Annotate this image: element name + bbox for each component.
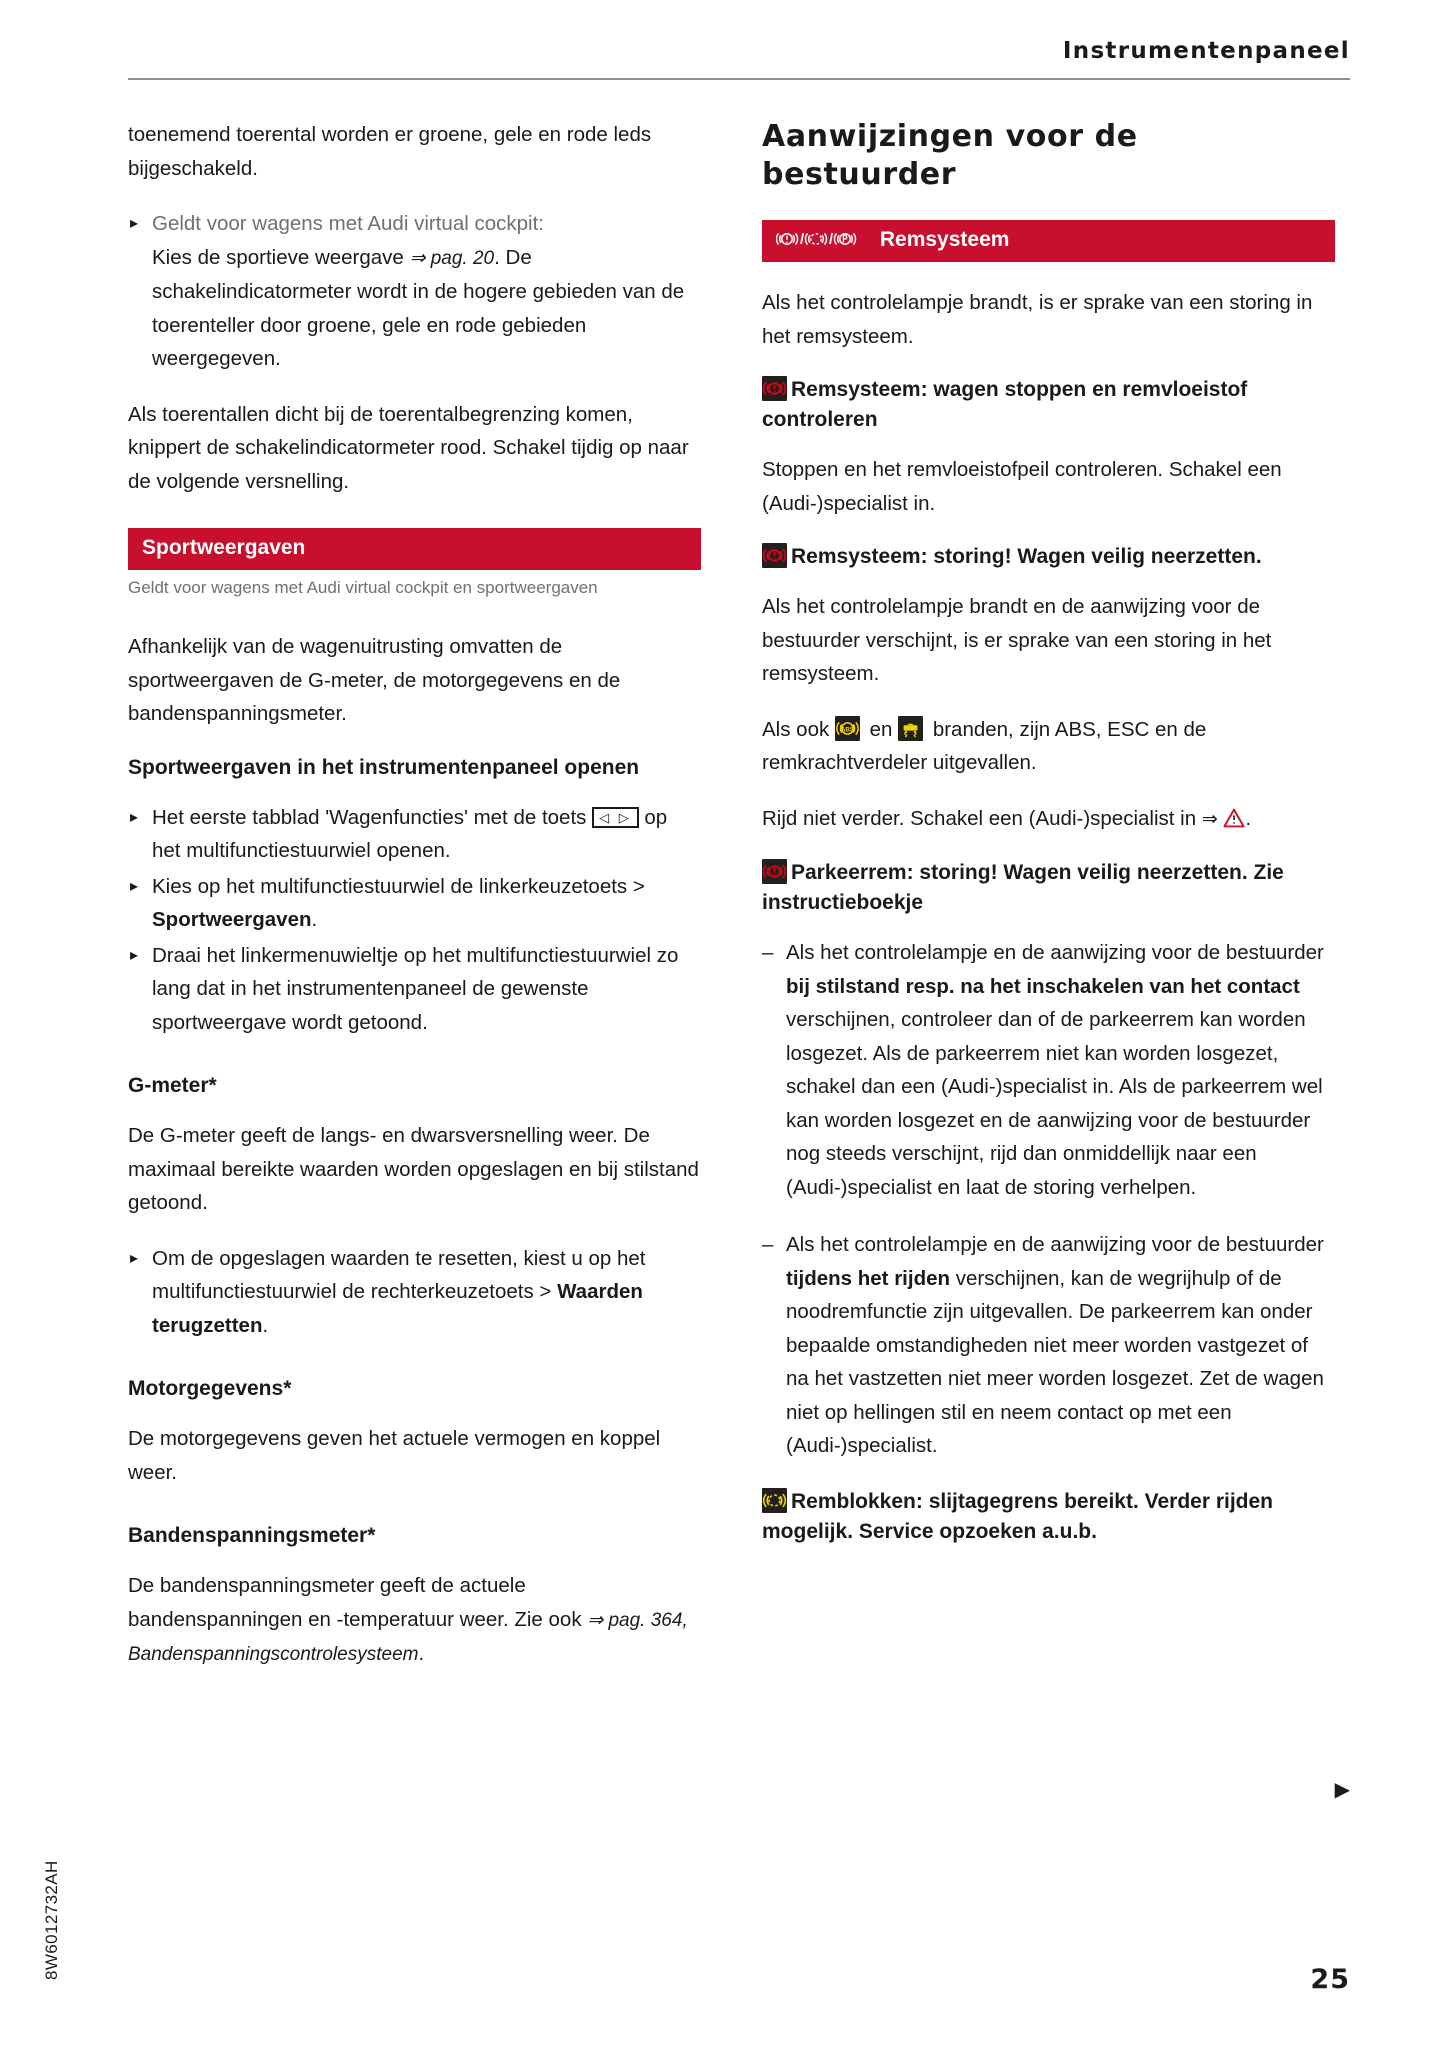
- brake-wear-icon: [805, 234, 826, 245]
- rijdniet-text-part1: Rijd niet verder. Schakel een (Audi-)specialist in: [762, 806, 1202, 830]
- dash1-bold: bij stilstand resp. na het inschakelen van het contact: [786, 974, 1300, 998]
- bullet-body-part2: . De schakelindicatormeter wordt in de hogere gebieden van de toerenteller door groene, gele en rode gebieden weergegeven.: [152, 245, 685, 370]
- svg-text:ABS: ABS: [840, 725, 854, 733]
- heading-remsysteem-storing-text: Remsysteem: storing! Wagen veilig neerzetten.: [791, 545, 1262, 568]
- warning-triangle-icon: [1223, 805, 1245, 825]
- heading-motorgegevens: Motorgegevens*: [128, 1377, 292, 1400]
- svg-text:/: /: [829, 231, 834, 248]
- dash2-part2: verschijnen, kan de wegrijhulp of de noodremfunctie zijn uitgevallen. De parkeerrem kan onder bepaalde omstandigheden niet meer worden vastgezet of na het vastzetten niet meer worden losgezet. Zet de wagen niet op hellingen stil en neem contact op met een (Audi-)specialist.: [786, 1266, 1324, 1457]
- dash2-part1: Als het controlelampje en de aanwijzing voor de bestuurder: [786, 1233, 1324, 1256]
- step1-text-part1: Het eerste tabblad 'Wagenfuncties' met de toets: [152, 805, 593, 829]
- paragraph-toerentalbegrenzing: Als toerentallen dicht bij de toerentalbegrenzing komen, knippert de schakelindicatormeter rood. Schakel tijdig op naar de volgende versnelling.: [128, 402, 689, 493]
- paragraph-bandenspanningsmeter: [128, 1569, 701, 1672]
- bullet-list-reset: [128, 1242, 701, 1343]
- rijdniet-text-part2: .: [1245, 806, 1252, 830]
- heading-bandenspanningsmeter: Bandenspanningsmeter*: [128, 1524, 376, 1547]
- banner-tell-tale-icons: [776, 228, 872, 251]
- dash-list-parkeerrem: [762, 936, 1335, 1463]
- heading-sportweergaven-openen: Sportweergaven in het instrumentenpaneel openen: [128, 755, 640, 779]
- cross-reference-link[interactable]: ⇒ pag. 20: [409, 247, 495, 269]
- header-rule: [128, 78, 1350, 80]
- dash1-part1: Als het controlelampje en de aanwijzing voor de bestuurder: [786, 941, 1324, 964]
- paragraph-remsysteem-storing: Als het controlelampje brandt en de aanwijzing voor de bestuurder verschijnt, is er sprake van een storing in het remsysteem.: [762, 595, 1272, 685]
- bullet-list-virtual-cockpit: [128, 207, 701, 376]
- page-header: [128, 38, 1350, 75]
- right-column: [762, 118, 1335, 1565]
- list-item: [762, 936, 1335, 1204]
- dash2-bold: tijdens het rijden: [786, 1266, 951, 1290]
- cross-reference-arrow[interactable]: ⇒: [1201, 808, 1218, 830]
- cross-reference-link[interactable]: ⇒ pag. 364, Bandenspanningscontrolesysteem: [128, 1609, 688, 1665]
- paragraph-rijd-niet-verder: [762, 802, 1335, 837]
- abs-icon: [835, 716, 860, 741]
- heading-remsysteem-storing: [762, 542, 1335, 572]
- paragraph-continued: toenemend toerental worden er groene, gele en rode leds bijgeschakeld.: [128, 123, 652, 180]
- section-banner-label: Sportweergaven: [142, 536, 306, 559]
- dash1-part2: verschijnen, controleer dan of de parkeerrem kan worden losgezet. Als de parkeerrem niet kan worden losgezet, schakel dan een (Audi-)specialist in. Als de parkeerrem wel kan worden losgezet en de aanwijzing voor de bestuurder nog steeds verschijnt, rijd dan onmiddellijk naar een (Audi-)specialist en laat de storing verhelpen.: [786, 1008, 1323, 1199]
- section-banner-note: Geldt voor wagens met Audi virtual cockpit en sportweergaven: [128, 578, 598, 597]
- bullet-body-part1: Kies de sportieve weergave: [152, 245, 410, 269]
- step1-text-part2: op het multifunctiestuurwiel openen.: [152, 805, 668, 862]
- step2-text-part2: .: [311, 908, 318, 931]
- bandenspanningsmeter-part1: De bandenspanningsmeter geeft de actuele bandenspanningen en -temperatuur weer. Zie ook: [128, 1574, 588, 1631]
- header-title: Instrumentenpaneel: [1062, 38, 1350, 64]
- abs-text-part3: branden, zijn ABS, ESC en de remkrachtverdeler uitgevallen.: [762, 717, 1207, 774]
- heading-g-meter: G-meter*: [128, 1074, 217, 1097]
- svg-text:/: /: [800, 231, 805, 248]
- bullet-list-steps: [128, 801, 701, 1040]
- esc-icon: [898, 716, 923, 741]
- heading-remsysteem-stoppen: [762, 375, 1335, 435]
- brake-warning-red-icon: [762, 376, 787, 401]
- brake-warning-red-icon: [762, 859, 787, 884]
- heading-parkeerrem-text: Parkeerrem: storing! Wagen veilig neerzetten. Zie instructieboekje: [762, 861, 1284, 914]
- left-right-rocker-key-icon: ◁ ▷: [592, 807, 639, 828]
- brake-pad-wear-yellow-icon: [762, 1488, 787, 1513]
- list-item: [128, 870, 701, 937]
- bandenspanningsmeter-part2: .: [418, 1642, 425, 1665]
- reset-text-part1: Om de opgeslagen waarden te resetten, kiest u op het multifunctiestuurwiel de rechterkeuzetoets >: [152, 1246, 646, 1303]
- paragraph-remsysteem-stoppen: Stoppen en het remvloeistofpeil controleren. Schakel een (Audi-)specialist in.: [762, 458, 1282, 515]
- heading-remblokken-text: Remblokken: slijtagegrens bereikt. Verder rijden mogelijk. Service opzoeken a.u.b.: [762, 1489, 1274, 1543]
- step2-text-part1: Kies op het multifunctiestuurwiel de linkerkeuzetoets >: [152, 874, 645, 898]
- paragraph-remsysteem-intro: Als het controlelampje brandt, is er sprake van een storing in het remsysteem.: [762, 291, 1313, 348]
- paragraph-motorgegevens: De motorgegevens geven het actuele vermogen en koppel weer.: [128, 1427, 661, 1484]
- list-item: [128, 801, 701, 868]
- abs-text-part2: en: [863, 717, 899, 741]
- section-banner-label: Remsysteem: [879, 228, 1010, 251]
- reset-menu-label: Waarden terugzetten: [152, 1280, 643, 1337]
- list-item: [128, 207, 701, 376]
- step2-menu-label: Sportweergaven: [152, 908, 312, 931]
- heading-remsysteem-stoppen-text: Remsysteem: wagen stoppen en remvloeistof controleren: [762, 378, 1248, 431]
- paragraph-g-meter: De G-meter geeft de langs- en dwarsversnelling weer. De maximaal bereikte waarden worden opgeslagen en bij stilstand getoond.: [128, 1124, 699, 1214]
- document-part-number: 8W6012732AH: [42, 1860, 61, 1980]
- step3-text-part1: Draai het linkermenuwieltje op het multifunctiestuurwiel zo lang dat in het instrumentenpaneel de gewenste sportweergave wordt getoond.: [152, 943, 679, 1034]
- section-banner-remsysteem: [762, 220, 1335, 262]
- section-banner-sportweergaven: [128, 528, 701, 570]
- brake-warning-red-icon: [762, 543, 787, 568]
- list-item: [128, 1242, 701, 1343]
- bullet-lead-virtual-cockpit: Geldt voor wagens met Audi virtual cockpit:: [152, 212, 544, 235]
- continue-arrow-icon: ▶: [1334, 1779, 1350, 1801]
- abs-text-part1: Als ook: [762, 717, 835, 741]
- list-item: [762, 1228, 1335, 1463]
- heading-parkeerrem: [762, 858, 1335, 918]
- list-item: [128, 939, 701, 1040]
- heading-remblokken: [762, 1487, 1335, 1547]
- page-title: Aanwijzingen voor de bestuurder: [762, 119, 1138, 192]
- page-number: 25: [1310, 1964, 1350, 1995]
- left-column: [128, 118, 701, 1694]
- paragraph-abs-esc: [762, 713, 1335, 780]
- paragraph-omvatten: Afhankelijk van de wagenuitrusting omvatten de sportweergaven de G-meter, de motorgegevens en de bandenspanningsmeter.: [128, 635, 621, 725]
- reset-text-part2: .: [262, 1313, 269, 1337]
